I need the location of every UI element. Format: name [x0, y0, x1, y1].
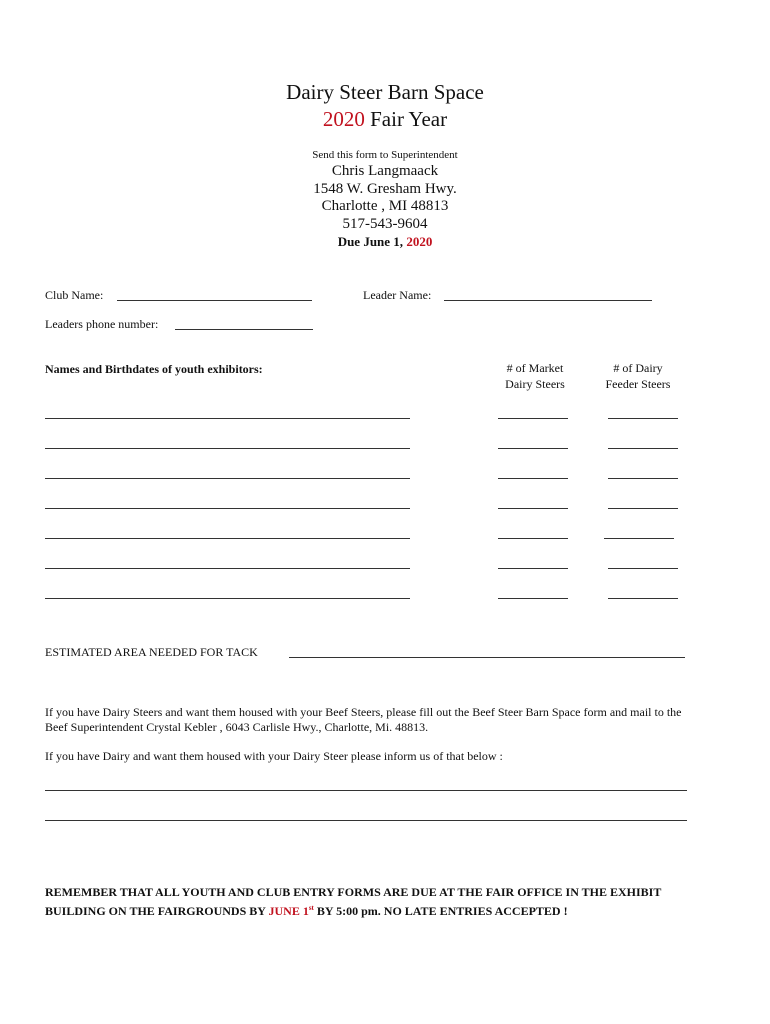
market-dairy-steers-count-field[interactable] — [498, 598, 568, 599]
fair-year-suffix: Fair Year — [364, 107, 448, 131]
market-dairy-steers-count-field[interactable] — [498, 478, 568, 479]
club-name-field[interactable] — [117, 300, 312, 301]
deadline-date: JUNE 1st — [268, 904, 314, 918]
market-dairy-steers-count-field[interactable] — [498, 418, 568, 419]
exhibitor-name-birthdate-field[interactable] — [45, 478, 410, 479]
dairy-feeder-steers-count-field[interactable] — [608, 598, 678, 599]
dairy-feeder-steers-count-field[interactable] — [604, 538, 674, 539]
col-dairy-feeder-steers: # of Dairy Feeder Steers — [605, 361, 671, 391]
exhibitors-heading: Names and Birthdates of youth exhibitors: — [45, 362, 263, 376]
page-title: Dairy Steer Barn Space — [286, 80, 484, 104]
market-dairy-steers-count-field[interactable] — [498, 508, 568, 509]
dairy-housing-field-2[interactable] — [45, 820, 687, 821]
fair-year-number: 2020 — [322, 107, 365, 131]
dairy-housing-field-1[interactable] — [45, 790, 687, 791]
exhibitor-name-birthdate-field[interactable] — [45, 598, 410, 599]
exhibitor-name-birthdate-field[interactable] — [45, 418, 410, 419]
deadline-reminder: REMEMBER THAT ALL YOUTH AND CLUB ENTRY FORMS ARE DUE AT THE FAIR OFFICE IN THE EXHIBIT BUILDING ON THE FAIRGROUNDS BY JUNE 1st BY 5:00 pm. NO LATE ENTRIES ACCEPTED ! — [45, 885, 662, 918]
send-to-instruction: Send this form to Superintendent — [312, 149, 458, 161]
beef-steer-note: If you have Dairy Steers and want them housed with your Beef Steers, please fill out the Beef Steer Barn Space form and mail to the Beef Superintendent Crystal Kebler , 6043 Carlisle Hwy., Charlotte, Mi. 48813. — [45, 705, 682, 734]
exhibitor-name-birthdate-field[interactable] — [45, 538, 410, 539]
dairy-feeder-steers-count-field[interactable] — [608, 478, 678, 479]
superintendent-name: Chris Langmaack — [331, 163, 439, 179]
col-market-dairy-steers: # of Market Dairy Steers — [505, 361, 565, 391]
dairy-feeder-steers-count-field[interactable] — [608, 448, 678, 449]
leader-name-field[interactable] — [444, 300, 652, 301]
due-date: Due June 1, 2020 — [337, 234, 433, 249]
leaders-phone-field[interactable] — [175, 329, 313, 330]
superintendent-address — [0, 163, 770, 233]
exhibitor-name-birthdate-field[interactable] — [45, 508, 410, 509]
market-dairy-steers-count-field[interactable] — [498, 538, 568, 539]
superintendent-street: 1548 W. Gresham Hwy. — [313, 180, 457, 197]
tack-label: ESTIMATED AREA NEEDED FOR TACK — [45, 645, 258, 659]
dairy-feeder-steers-count-field[interactable] — [608, 418, 678, 419]
leaders-phone-label: Leaders phone number: — [45, 317, 159, 331]
superintendent-city: Charlotte , MI 48813 — [321, 198, 449, 214]
club-name-label: Club Name: — [45, 288, 104, 302]
leader-name-label: Leader Name: — [363, 288, 432, 302]
dairy-feeder-steers-count-field[interactable] — [608, 568, 678, 569]
market-dairy-steers-count-field[interactable] — [498, 448, 568, 449]
fair-year-title — [0, 107, 770, 132]
exhibitor-name-birthdate-field[interactable] — [45, 448, 410, 449]
exhibitor-name-birthdate-field[interactable] — [45, 568, 410, 569]
dairy-housing-note: If you have Dairy and want them housed with your Dairy Steer please inform us of that below : — [45, 749, 503, 763]
superintendent-phone: 517-543-9604 — [342, 215, 428, 232]
dairy-feeder-steers-count-field[interactable] — [608, 508, 678, 509]
market-dairy-steers-count-field[interactable] — [498, 568, 568, 569]
due-year: 2020 — [406, 234, 433, 249]
tack-field[interactable] — [289, 657, 685, 658]
